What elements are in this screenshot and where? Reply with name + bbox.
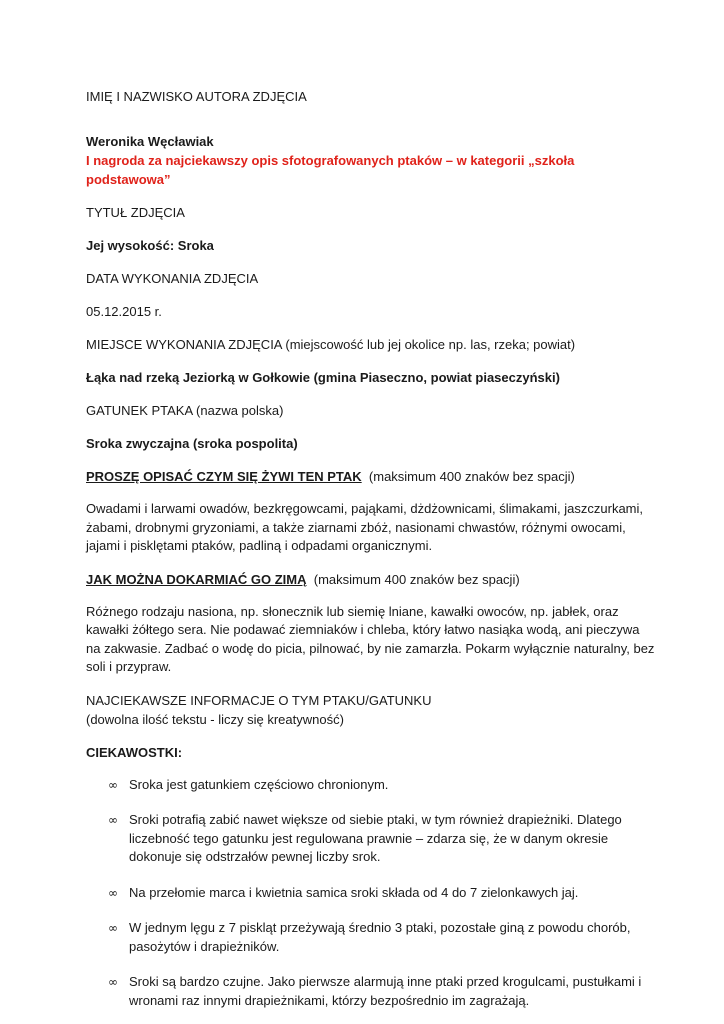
- winter-text: Różnego rodzaju nasiona, np. słonecznik lub siemię lniane, kawałki owoców, np. jabłek, oraz kawałki żółtego sera. Nie podawać ziemniaków i chleba, który łatwo nasiąka wodą, ani pieczywa na zakwasie. Zadbać o wodę do picia, pilnować, by nie zamarzła. Pokarm wyłącznie naturalny, bez soli i przypraw.: [86, 603, 655, 674]
- infinity-bullet-icon: ∞: [108, 921, 118, 935]
- fact-text: Sroki potrafią zabić nawet większe od siebie ptaki, w tym również drapieżniki. Dlatego liczebność tego gatunku jest regulowana prawnie – zdarza się, że w danym okresie dokonuje się odstrzałów pewnej liczby srok.: [129, 812, 622, 864]
- winter-hint: (maksimum 400 znaków bez spacji): [313, 571, 520, 587]
- place-value: Łąka nad rzeką Jeziorką w Gołkowie (gmina Piaseczno, powiat piaseczyński): [86, 370, 560, 385]
- facts-title: CIEKAWOSTKI:: [86, 744, 183, 760]
- title-value: Jej wysokość: Sroka: [86, 238, 214, 253]
- award-text: I nagroda za najciekawszy opis sfotografowanych ptaków – w kategorii „szkoła podstawowa”: [86, 153, 575, 187]
- list-item: [86, 973, 656, 1010]
- food-heading: PROSZĘ OPISAĆ CZYM SIĘ ŻYWI TEN PTAK: [86, 469, 362, 484]
- fact-text: Sroka jest gatunkiem częściowo chronionym.: [129, 776, 389, 792]
- list-item: [86, 919, 656, 956]
- date-label: DATA WYKONANIA ZDJĘCIA: [86, 271, 259, 286]
- date-value: 05.12.2015 r.: [86, 304, 162, 319]
- fact-text: W jednym lęgu z 7 piskląt przeżywają średnio 3 ptaki, pozostałe giną z powodu chorób, pasożytów i drapieżników.: [129, 920, 631, 954]
- species-value: Sroka zwyczajna (sroka pospolita): [86, 436, 298, 451]
- info-heading: NAJCIEKAWSZE INFORMACJE O TYM PTAKU/GATUNKU: [86, 692, 432, 708]
- winter-heading: JAK MOŻNA DOKARMIAĆ GO ZIMĄ: [86, 571, 307, 587]
- info-subheading: (dowolna ilość tekstu - liczy się kreatywność): [86, 711, 344, 727]
- list-item: [86, 884, 656, 903]
- fact-text: Na przełomie marca i kwietnia samica sroki składa od 4 do 7 zielonkawych jaj.: [129, 884, 579, 900]
- food-text: Owadami i larwami owadów, bezkręgowcami, pająkami, dżdżownicami, ślimakami, jaszczurkami, żabami, drobnymi gryzoniami, a także ziarnami zbóż, nasionami chwastów, różnymi owocami, jajami i pisklętami ptaków, padliną i odpadami organicznymi.: [86, 501, 644, 553]
- author-label: IMIĘ I NAZWISKO AUTORA ZDJĘCIA: [86, 89, 307, 104]
- infinity-bullet-icon: ∞: [108, 813, 118, 827]
- list-item: [86, 811, 656, 867]
- place-label: MIEJSCE WYKONANIA ZDJĘCIA (miejscowość lub jej okolice np. las, rzeka; powiat): [86, 337, 576, 352]
- infinity-bullet-icon: ∞: [108, 885, 118, 900]
- facts-list: [86, 776, 656, 1011]
- list-item: [86, 776, 656, 795]
- infinity-bullet-icon: ∞: [108, 777, 118, 792]
- author-name: Weronika Węcławiak: [86, 134, 214, 149]
- infinity-bullet-icon: ∞: [108, 975, 118, 989]
- document-page: [86, 87, 656, 1010]
- food-hint: (maksimum 400 znaków bez spacji): [368, 469, 575, 484]
- fact-text: Sroki są bardzo czujne. Jako pierwsze alarmują inne ptaki przed krogulcami, pustułkami i wronami raz innymi drapieżnikami, którzy bezpośrednio im zagrażają.: [129, 974, 642, 1008]
- winter-heading-line: [86, 570, 656, 589]
- species-label: GATUNEK PTAKA (nazwa polska): [86, 403, 284, 418]
- food-heading-line: [86, 467, 656, 486]
- title-label: TYTUŁ ZDJĘCIA: [86, 205, 185, 220]
